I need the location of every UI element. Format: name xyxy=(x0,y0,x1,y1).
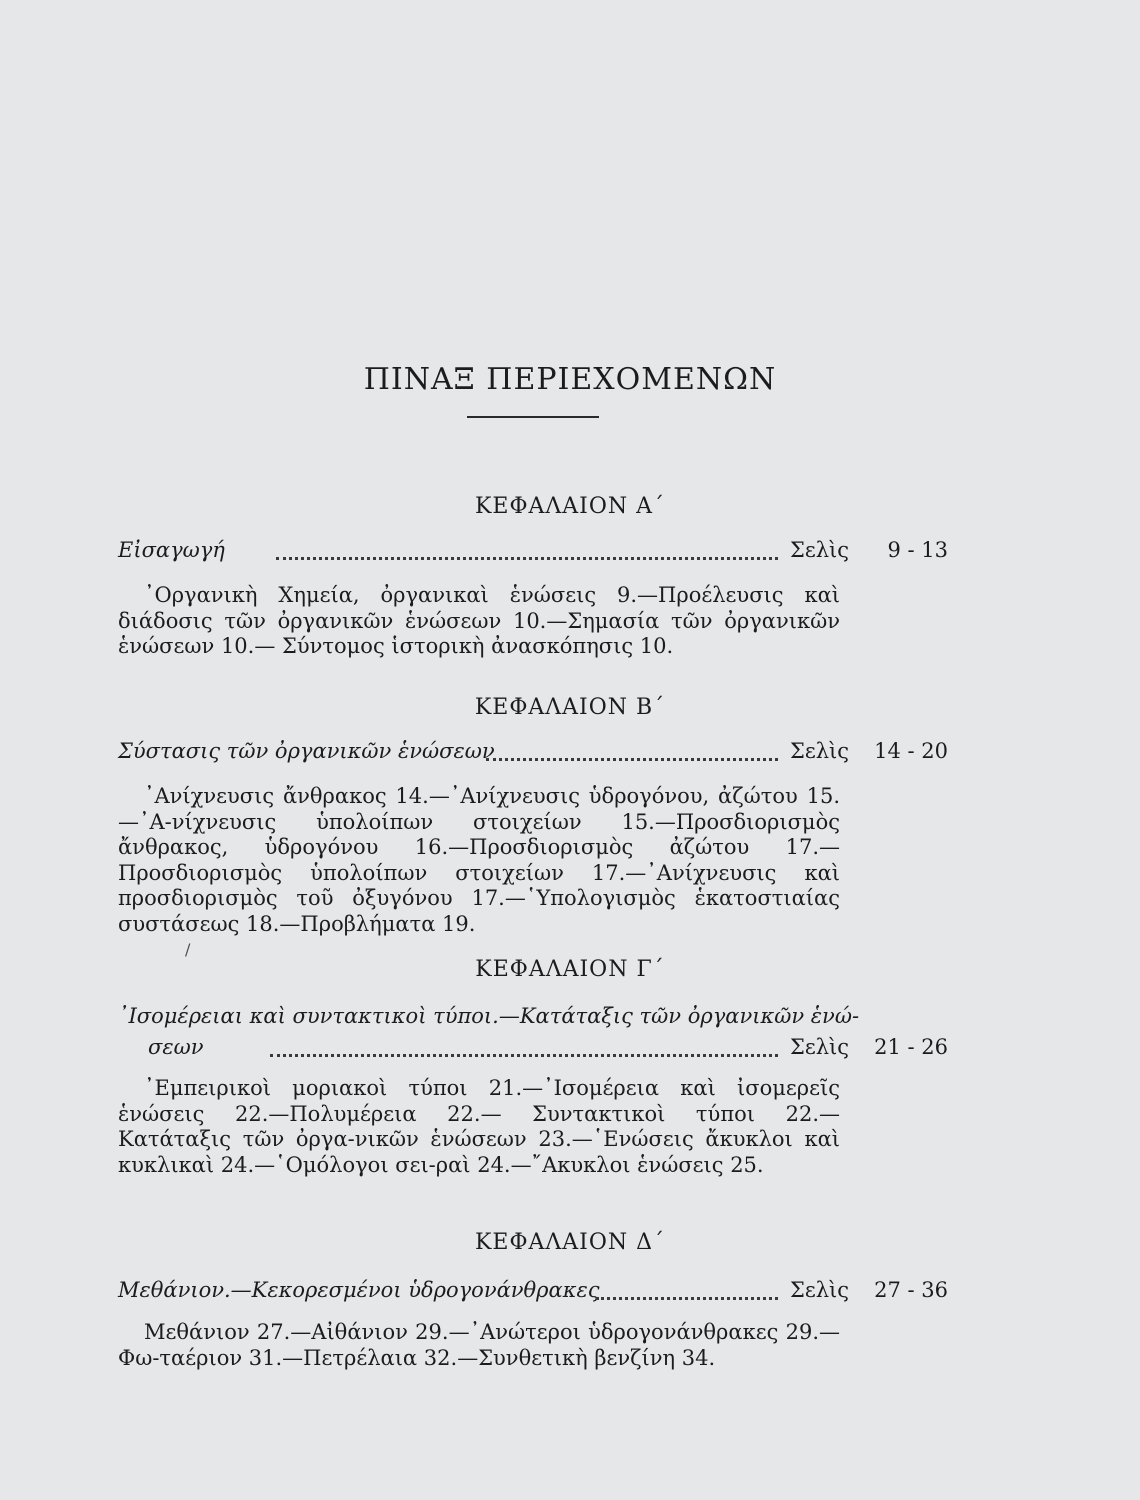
toc-entry-c xyxy=(118,1032,948,1062)
dot-leader xyxy=(486,728,778,761)
entry-page-label: Σελὶς xyxy=(790,1278,850,1302)
entry-title-line-1: ᾿Ισομέρειαι καὶ συντακτικοὶ τύποι.—Κατάταξις τῶν ὀργανικῶν ἑνώ- xyxy=(118,1004,860,1028)
entry-pages: 14 - 20 xyxy=(874,739,948,763)
chapter-heading-d: ΚΕΦΑΛΑΙΟΝ Δ΄ xyxy=(474,1230,666,1255)
stray-mark: / xyxy=(185,940,191,959)
entry-title: σεων xyxy=(148,1035,204,1059)
chapter-summary-b: ᾿Ανίχνευσις ἄνθρακος 14.—᾿Ανίχνευσις ὑδρογόνου, ἀζώτου 15.—᾿Α-νίχνευσις ὑπολοίπων στοιχείων 15.—Προσδιορισμὸς ἄνθρακος, ὑδρογόνου 16.—Προσδιορισμὸς ἀζώτου 17.—Προσδιορισμὸς ὑπολοίπων στοιχείων 17.—᾿Ανίχνευσις καὶ προσδιορισμὸς τοῦ ὀξυγόνου 17.—῾Υπολογισμὸς ἑκατοστιαίας συστάσεως 18.—Προβλήματα 19. xyxy=(118,784,840,936)
entry-title: Εἰσαγωγή xyxy=(118,538,225,562)
dot-leader xyxy=(270,1024,778,1057)
entry-page-label: Σελὶς xyxy=(790,1035,850,1059)
entry-page-label: Σελὶς xyxy=(790,538,850,562)
toc-entry-b xyxy=(118,736,948,766)
toc-entry-a xyxy=(118,535,948,565)
entry-title: Σύστασις τῶν ὀργανικῶν ἑνώσεων xyxy=(118,739,495,763)
entry-title: Μεθάνιον.—Κεκορεσμένοι ὑδρογονάνθρακες xyxy=(118,1278,600,1302)
entry-pages: 21 - 26 xyxy=(874,1035,948,1059)
title-underline xyxy=(467,416,599,418)
chapter-summary-c: ᾿Εμπειρικοὶ μοριακοὶ τύποι 21.—᾿Ισομέρεια καὶ ἰσομερεῖς ἑνώσεις 22.—Πολυμέρεια 22.— Συντακτικοὶ τύποι 22.— Κατάταξις τῶν ὀργα-νικῶν ἑνώσεων 23.—῾Ενώσεις ἄκυκλοι καὶ κυκλικαὶ 24.—῾Ομόλογοι σει-ραὶ 24.—῎Ακυκλοι ἑνώσεις 25. xyxy=(118,1076,840,1177)
chapter-summary-a: ᾿Οργανικὴ Χημεία, ὀργανικαὶ ἑνώσεις 9.—Προέλευσις καὶ διάδοσις τῶν ὀργανικῶν ἑνώσεων 10.—Σημασία τῶν ὀργανικῶν ἑνώσεων 10.— Σύντομος ἱστορικὴ ἀνασκόπησις 10. xyxy=(118,583,840,658)
entry-pages: 27 - 36 xyxy=(874,1278,948,1302)
chapter-heading-b: ΚΕΦΑΛΑΙΟΝ Β΄ xyxy=(474,695,666,720)
dot-leader xyxy=(276,527,778,560)
chapter-summary-d: Μεθάνιον 27.—Αἰθάνιον 29.—᾿Ανώτεροι ὑδρογονάνθρακες 29.—Φω-ταέριον 31.—Πετρέλαια 32.—Συνθετικὴ βενζίνη 34. xyxy=(118,1320,840,1370)
entry-page-label: Σελὶς xyxy=(790,739,850,763)
toc-entry-d xyxy=(118,1275,948,1305)
entry-pages: 9 - 13 xyxy=(887,538,948,562)
page-title: ΠΙΝΑΞ ΠΕΡΙΕΧΟΜΕΝΩΝ xyxy=(363,362,777,397)
chapter-heading-a: ΚΕΦΑΛΑΙΟΝ Α΄ xyxy=(474,494,666,519)
dot-leader xyxy=(596,1267,778,1300)
chapter-heading-c: ΚΕΦΑΛΑΙΟΝ Γ΄ xyxy=(475,957,665,982)
